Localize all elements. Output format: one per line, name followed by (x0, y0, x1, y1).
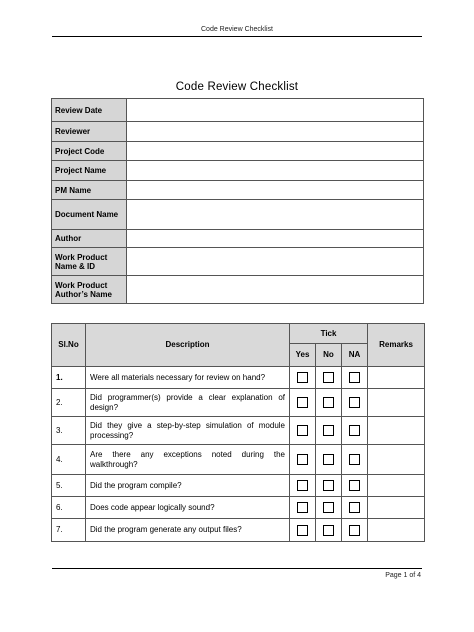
yes-header: Yes (290, 344, 316, 367)
row-number: 1. (52, 367, 86, 389)
no-checkbox[interactable] (323, 502, 334, 513)
no-cell (316, 475, 342, 497)
yes-cell (290, 417, 316, 445)
na-checkbox[interactable] (349, 372, 360, 383)
na-checkbox[interactable] (349, 480, 360, 491)
no-checkbox[interactable] (323, 397, 334, 408)
na-cell (342, 389, 368, 417)
no-cell (316, 367, 342, 389)
no-cell (316, 497, 342, 519)
work-product-name-field[interactable] (127, 248, 424, 276)
row-number: 2. (52, 389, 86, 417)
yes-checkbox[interactable] (297, 502, 308, 513)
info-row-pm-name (52, 181, 424, 200)
na-cell (342, 445, 368, 475)
row-description: Did programmer(s) provide a clear explanation of design? (86, 389, 290, 417)
slno-header: Sl.No (52, 324, 86, 367)
na-cell (342, 475, 368, 497)
pm-name-field[interactable] (127, 181, 424, 200)
row-description: Are there any exceptions noted during the walkthrough? (86, 445, 290, 475)
tick-header: Tick (290, 324, 368, 344)
checklist-row (52, 417, 425, 445)
row-number: 7. (52, 519, 86, 542)
remarks-cell[interactable] (368, 497, 425, 519)
remarks-cell[interactable] (368, 475, 425, 497)
project-name-field[interactable] (127, 161, 424, 181)
info-row-work-product-name (52, 248, 424, 276)
checklist-row (52, 367, 425, 389)
checklist-row (52, 519, 425, 542)
checklist-row (52, 497, 425, 519)
na-checkbox[interactable] (349, 425, 360, 436)
na-checkbox[interactable] (349, 454, 360, 465)
info-row-project-name (52, 161, 424, 181)
info-row-work-product-author (52, 276, 424, 304)
no-checkbox[interactable] (323, 454, 334, 465)
yes-cell (290, 475, 316, 497)
row-description: Does code appear logically sound? (86, 497, 290, 519)
no-checkbox[interactable] (323, 480, 334, 491)
na-checkbox[interactable] (349, 525, 360, 536)
description-header: Description (86, 324, 290, 367)
info-label: Review Date (52, 99, 127, 122)
yes-checkbox[interactable] (297, 525, 308, 536)
author-field[interactable] (127, 230, 424, 248)
no-checkbox[interactable] (323, 525, 334, 536)
no-header: No (316, 344, 342, 367)
reviewer-field[interactable] (127, 122, 424, 142)
remarks-header: Remarks (368, 324, 425, 367)
no-cell (316, 445, 342, 475)
row-number: 4. (52, 445, 86, 475)
info-label: Reviewer (52, 122, 127, 142)
no-checkbox[interactable] (323, 425, 334, 436)
yes-checkbox[interactable] (297, 372, 308, 383)
remarks-cell[interactable] (368, 389, 425, 417)
yes-checkbox[interactable] (297, 397, 308, 408)
yes-checkbox[interactable] (297, 454, 308, 465)
yes-cell (290, 497, 316, 519)
info-row-project-code (52, 142, 424, 161)
footer-rule (52, 568, 422, 569)
row-number: 6. (52, 497, 86, 519)
row-description: Did they give a step-by-step simulation of module processing? (86, 417, 290, 445)
na-header: NA (342, 344, 368, 367)
info-label: Document Name (52, 200, 127, 230)
info-label: Work Product Author’s Name (52, 276, 127, 304)
info-row-reviewer (52, 122, 424, 142)
row-description: Did the program generate any output files? (86, 519, 290, 542)
project-info-table (51, 98, 424, 304)
document-title: Code Review Checklist (175, 81, 299, 93)
header-rule (52, 36, 422, 37)
no-cell (316, 389, 342, 417)
remarks-cell[interactable] (368, 367, 425, 389)
row-description: Did the program compile? (86, 475, 290, 497)
row-number: 5. (52, 475, 86, 497)
remarks-cell[interactable] (368, 519, 425, 542)
info-row-review-date (52, 99, 424, 122)
info-label: Work Product Name & ID (52, 248, 127, 276)
project-code-field[interactable] (127, 142, 424, 161)
row-number: 3. (52, 417, 86, 445)
no-checkbox[interactable] (323, 372, 334, 383)
checklist-table (51, 323, 425, 542)
na-cell (342, 367, 368, 389)
info-label: Project Code (52, 142, 127, 161)
na-checkbox[interactable] (349, 397, 360, 408)
page-header: Code Review Checklist (201, 26, 273, 33)
checklist-row (52, 445, 425, 475)
page-number: Page 1 of 4 (385, 572, 421, 579)
info-row-document-name (52, 200, 424, 230)
yes-checkbox[interactable] (297, 425, 308, 436)
no-cell (316, 519, 342, 542)
yes-cell (290, 445, 316, 475)
info-label: Author (52, 230, 127, 248)
info-label: Project Name (52, 161, 127, 181)
yes-checkbox[interactable] (297, 480, 308, 491)
remarks-cell[interactable] (368, 445, 425, 475)
checklist-row (52, 475, 425, 497)
review-date-field[interactable] (127, 99, 424, 122)
info-label: PM Name (52, 181, 127, 200)
na-cell (342, 497, 368, 519)
row-description: Were all materials necessary for review on hand? (86, 367, 290, 389)
na-cell (342, 519, 368, 542)
checklist-row (52, 389, 425, 417)
checklist-header-row (52, 324, 425, 344)
remarks-cell[interactable] (368, 417, 425, 445)
no-cell (316, 417, 342, 445)
yes-cell (290, 389, 316, 417)
na-cell (342, 417, 368, 445)
yes-cell (290, 367, 316, 389)
work-product-author-field[interactable] (127, 276, 424, 304)
na-checkbox[interactable] (349, 502, 360, 513)
yes-cell (290, 519, 316, 542)
info-row-author (52, 230, 424, 248)
document-name-field[interactable] (127, 200, 424, 230)
